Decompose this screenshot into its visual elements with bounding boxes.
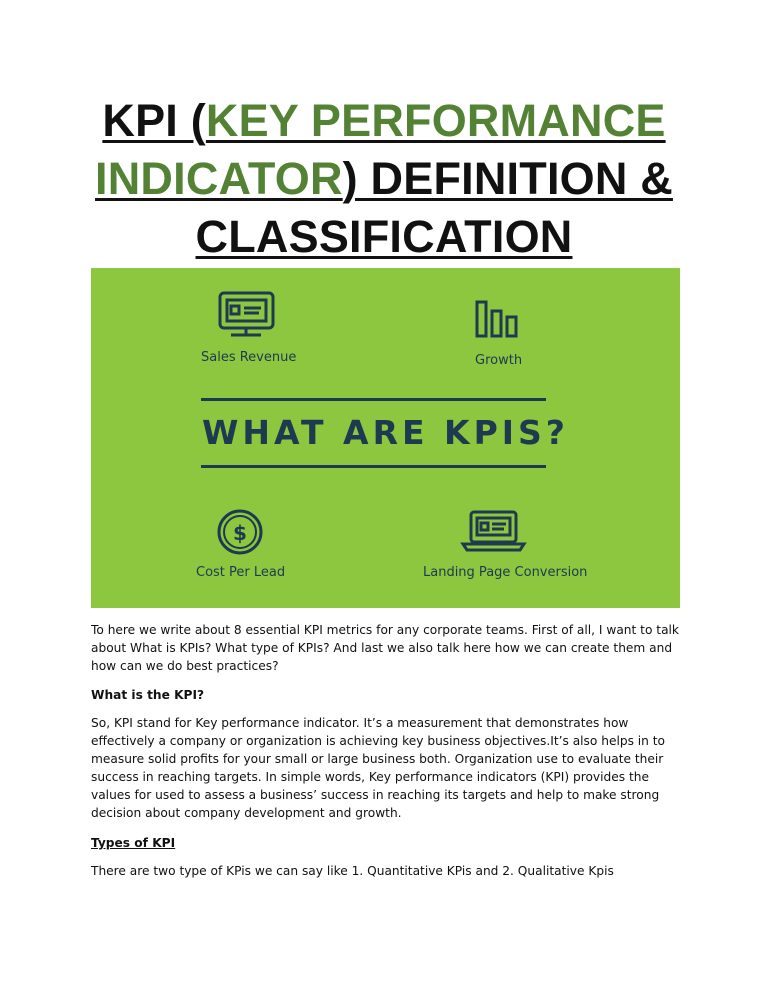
laptop-icon (463, 512, 524, 550)
dollar-coin-icon (219, 511, 261, 553)
cost-per-lead-label: Cost Per Lead (196, 565, 286, 580)
title-part-2: KEY PERFORMANCE INDICATOR (95, 95, 666, 204)
section-heading-types-of-kpi: Types of KPI (91, 836, 176, 850)
title-part-1: KPI ( (102, 95, 206, 146)
section-heading-what-is-kpi: What is the KPI? (91, 688, 205, 702)
growth-label: Growth (475, 353, 523, 368)
bar-chart-icon (477, 302, 516, 336)
top-rule (201, 398, 546, 401)
svg-text:$: $ (233, 521, 247, 545)
kpi-banner-image (91, 268, 680, 608)
monitor-icon (220, 293, 273, 335)
sales-revenue-label: Sales Revenue (201, 350, 297, 365)
intro-paragraph: To here we write about 8 essential KPI metrics for any corporate teams. First of all, I want to talk about What is KPIs? What type of KPIs? And last we also talk here how we can create them and how can we do best practices? (91, 623, 679, 673)
section-paragraph-what-is-kpi: So, KPI stand for Key performance indicator. It’s a measurement that demonstrates how effectively a company or organization is achieving key business objectives.It’s also helps in to measure solid profits for your small or large business both. Organization use to evaluate their success in reaching targets. In simple words, Key performance indicators (KPI) provides the values for used to assess a business’ success in reaching its targets and help to make strong decision about company development and growth. (91, 716, 666, 820)
bottom-rule (201, 465, 546, 468)
title-part-3: ) DEFINITION & CLASSIFICATION (195, 153, 673, 262)
banner-headline: WHAT ARE KPIS? (202, 413, 569, 452)
landing-page-conversion-label: Landing Page Conversion (423, 565, 588, 580)
page-title (80, 92, 688, 266)
section-paragraph-types-of-kpi: There are two type of KPis we can say like 1. Quantitative KPis and 2. Qualitative Kpis (91, 864, 614, 878)
